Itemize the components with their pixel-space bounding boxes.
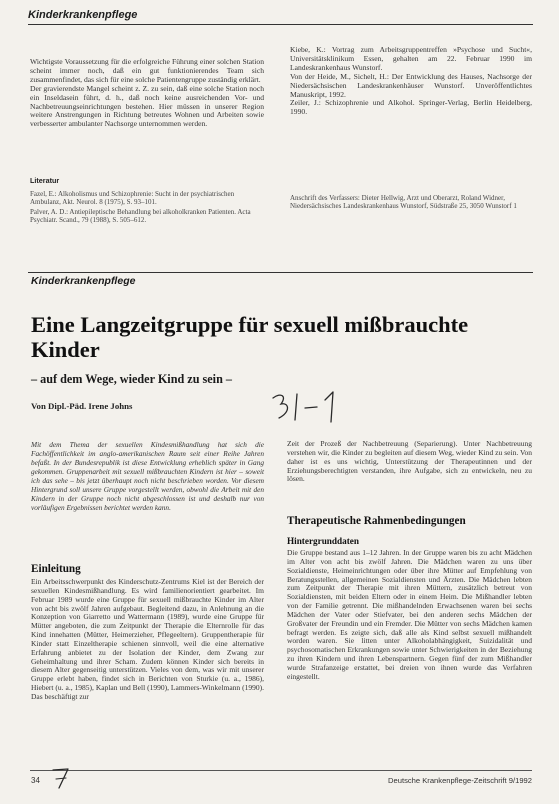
- section-label: Kinderkrankenpflege: [31, 275, 136, 287]
- introduction-heading: Einleitung: [31, 563, 81, 575]
- handwritten-note-mark: [265, 388, 355, 428]
- article-abstract: Mit dem Thema der sexuellen Kindesmißhandlung hat sich die Fachöffentlichkeit im anglo-amerikanischen Raum seit einer Reihe Jahren befaßt. In der Bundesrepublik ist diese Entwicklung erheblich später in Gang gekommen. Gruppenarbeit mit sexuell mißbrauchten Kindern ist hier – soweit ich das sehe – bis jetzt überhaupt noch nicht beschrieben worden. Vor diesem Hintergrund soll unsere Gruppe vorgestellt werden, obwohl die Arbeit mit den Kindern in der Gruppe noch nicht abgeschlossen ist und deshalb nur von vorläufigen Ergebnissen berichtet werden kann.: [31, 440, 264, 512]
- footer-divider: [30, 770, 532, 771]
- reference-item: Kiebe, K.: Vortrag zum Arbeitsgruppentreffen »Psychose und Sucht«, Universitätsklinikum Essen, gehalten am 22. Februar 1990 im Landeskrankenhaus Wunstorf.: [290, 45, 532, 72]
- article-subtitle: – auf dem Wege, wieder Kind zu sein –: [31, 372, 232, 386]
- introduction-text: Ein Arbeitsschwerpunkt des Kinderschutz-Zentrums Kiel ist der Bereich der sexuellen Kindesmißhandlung. Es wird familienorientiert gearbeitet. Im Februar 1989 wurde eine Gruppe für sexuell mißbrauchte Kinder im Alter von acht bis zwölf Jahren aufgebaut. Begleitend dazu, in Anlehnung an die Konzeption von Giarretto und Wattermann (1989), wurde eine Gruppe für Mütter angeboten, die zum Zeitpunkt der Therapie die Elternrolle für das Kind innehatten (Mütter, Heimerzieher, Pflegeeltern). Gruppentherapie für Kinder statt Einzeltherapie schienen sinnvoll, weil die eine alternative Erfahrung anbietet zu der Isolation der Kinder, dem Zwang zur Geheimhaltung und ihrer Scham. Zudem können Kinder sich bereits in diesem Alter gegenseitig unterstützen. Vieles von dem, was wir mit unserer Gruppe erlebt haben, findet sich in Berichten von Sturkie (u. a., 1986), Hiebert (u. a., 1985), Kaplan und Bell (1990), Lammers-Winkelmann (1990). Das beschäftigt zur: [31, 577, 264, 701]
- top-left-column: [30, 58, 264, 129]
- page-number: 34: [31, 776, 40, 785]
- literature-item: Palver, A. D.: Antiepileptische Behandlung bei alkoholkranken Patienten. Acta Psychiatr. Scand., 79 (1988), S. 505–612.: [30, 207, 251, 224]
- author-address: Anschrift des Verfassers: Dieter Hellwig, Arzt und Oberarzt, Roland Widner, Niedersächsisches Landeskrankenhaus Wunstorf, Südstraße 25, 3050 Wunstorf 1: [290, 194, 517, 211]
- literature-item: Fazel, E.: Alkoholismus und Schizophrenie: Sucht in der psychiatrischen Ambulanz, Akt. Neurol. 8 (1975), S. 93–101.: [30, 190, 235, 207]
- paragraph: Wichtigste Voraussetzung für die erfolgreiche Führung einer solchen Station scheint immer noch, daß ein gut funktionierendes Team sich zusammenfindet, das sich für eine solche Patientengruppe zuständig erklärt.: [30, 57, 264, 84]
- frame-heading: Therapeutische Rahmenbedingungen: [287, 515, 466, 527]
- paragraph: Der gravierendste Mangel scheint z. Z. zu sein, daß eine solche Station noch ein Inseldasein führt, d. h., daß noch keine ausreichenden Vor- und Nachbetreuungseinrichtungen bestehen. Hier müssen in unserer Region weitere Anstrengungen in Richtung betreutes Wohnen und Arbeiten sowie verbesserter ambulanter Nachsorge unternommen werden.: [30, 83, 264, 129]
- handwritten-page-mark: [50, 764, 72, 790]
- reference-item: Von der Heide, M., Sichelt, H.: Der Entwicklung des Hauses, Nachsorge der Niedersächsischen Landeskrankenhäuser Wunstorf. Unveröffentlichtes Manuskript, 1992.: [290, 71, 532, 99]
- right-column-intro: Zeit der Prozeß der Nachbetreuung (Separierung). Unter Nachbetreuung verstehen wir, die Kinder zu begleiten auf diesem Weg, wieder Kind zu sein. Von daher ist es uns wichtig, Unterstützung der Therapeutinnen und der Erziehungsberechtigten verstanden, ihre Aufgabe, sich zu entwickeln, neu zu lösen.: [287, 439, 532, 484]
- article-title: Eine Langzeitgruppe für sexuell mißbrauchte Kinder: [31, 312, 469, 362]
- background-heading: Hintergrunddaten: [287, 536, 359, 546]
- journal-name: Deutsche Krankenpflege-Zeitschrift 9/1992: [388, 776, 532, 785]
- section-divider: [28, 272, 533, 273]
- literature-heading: Literatur: [30, 176, 60, 185]
- background-text: Die Gruppe bestand aus 1–12 Jahren. In der Gruppe waren bis zu acht Mädchen im Alter von acht bis zwölf Jahren. Die Mädchen waren zu uns über Sozialdienste, Heimeinrichtungen oder über ihre Mütter auf Empfehlung von Beratungsstellen, allgemeinen Sozialdiensten und Ärzten. Die Mädchen lebten zum Zeitpunkt der Therapie mit ihren Müttern, zusätzlich betreut von Sozialdiensten, mit beiden Eltern oder in einem Heim. Die Mißhandler lebten von der Familie getrennt. Die mißhandelnden Erwachsenen waren bei sechs Mädchen der Vater oder Stiefvater, bei den anderen sechs Mädchen der Großvater der Freundin und ein Fremder. Die Mütter von sechs Mädchen kamen befragt werden. Es zeigte sich, daß alle als Kind selbst sexuell mißhandelt worden waren. Sie litten unter Alkoholabhängigkeit, Suizidalität und psychosomatischen Erkrankungen sowie unter Schwierigkeiten in der Beziehung zu ihren Kindern und ihren Lebenspartnern. Gegen fünf der zum Mißhandler wurde Strafanzeige erstattet, bei dreien von ihnen wurde das Verfahren eingestellt.: [287, 548, 532, 681]
- top-right-references: [290, 46, 532, 117]
- article-author: Von Dipl.-Päd. Irene Johns: [31, 401, 133, 411]
- literature-list: [30, 190, 264, 225]
- running-header: Kinderkrankenpflege: [28, 9, 533, 25]
- reference-item: Zeiler, J.: Schizophrenie und Alkohol. Springer-Verlag, Berlin Heidelberg, 1990.: [290, 98, 532, 117]
